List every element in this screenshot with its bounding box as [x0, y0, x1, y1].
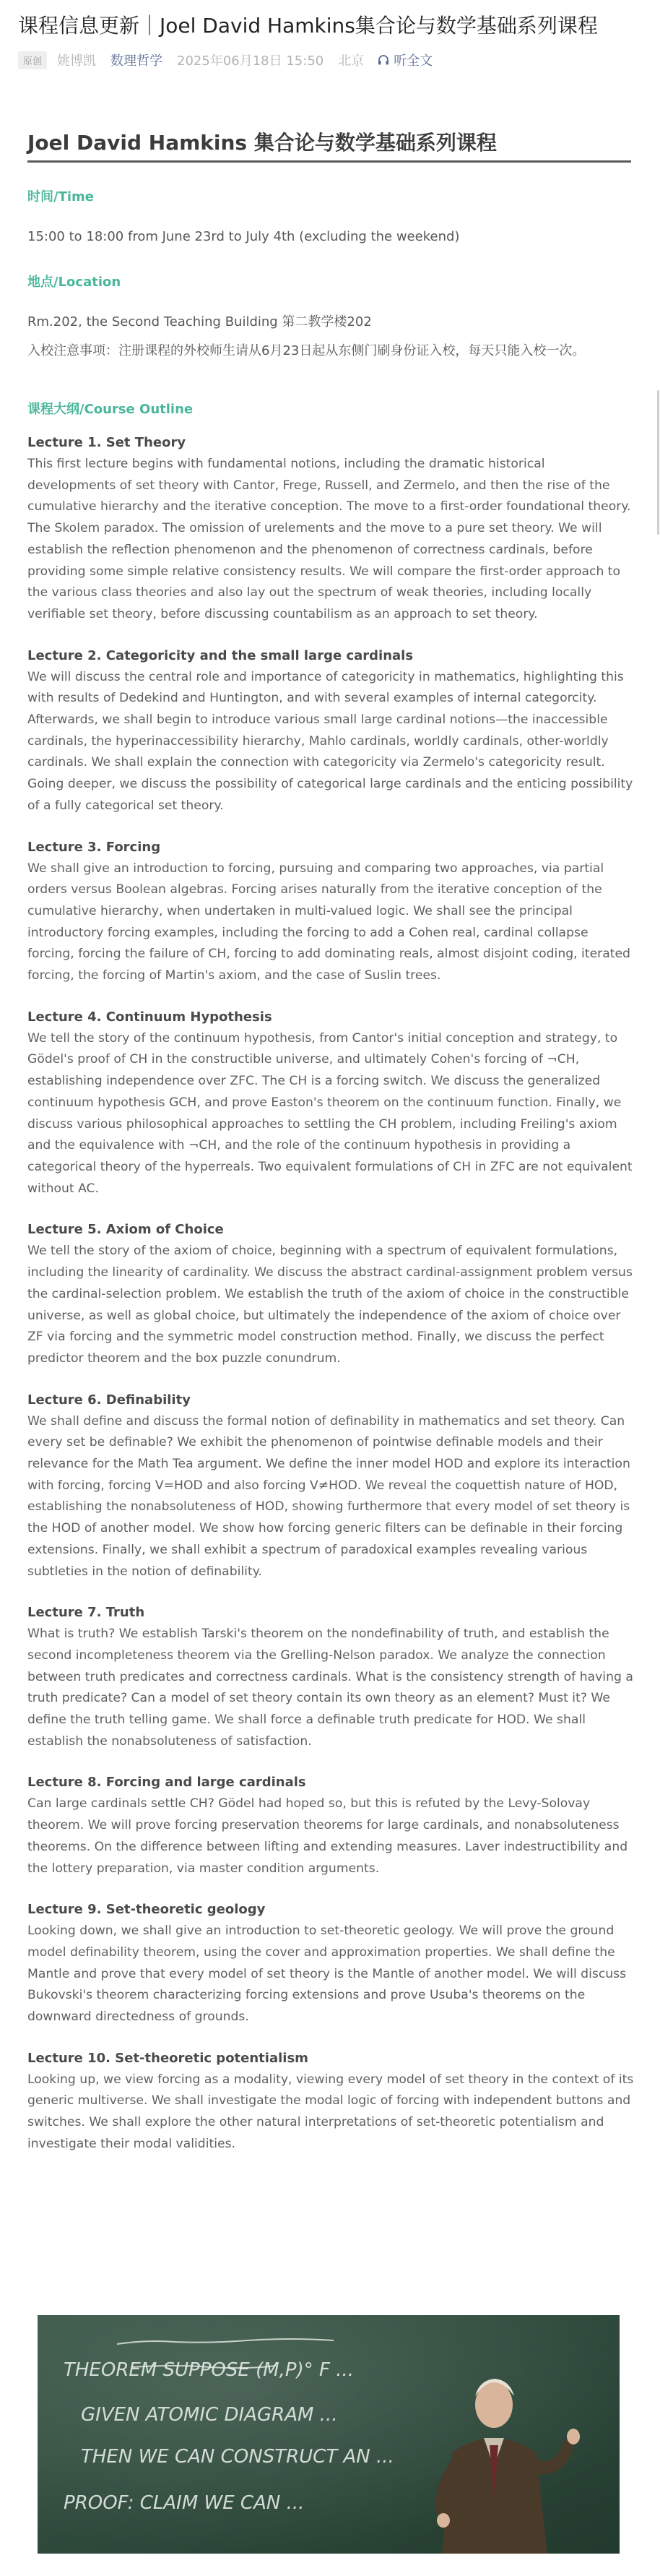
account-link[interactable]: 数理哲学: [110, 53, 163, 69]
time-value: 15:00 to 18:00 from June 23rd to July 4th (excluding the weekend): [27, 229, 460, 244]
lecture-item: [27, 432, 635, 626]
lecture-description: We tell the story of the axiom of choice, beginning with a spectrum of equivalent formulations, including the linearity of cardinality. We discuss the abstract cardinal-assignment problem versus the cardinal-selection problem. We establish the truth of the axiom of choice in the constructible universe, as well as global choice, but ultimately the independence of the axiom of choice over ZF via forcing and the symmetric model construction method. Finally, we discuss the perfect predictor theorem and the box puzzle conundrum.: [27, 1244, 633, 1366]
lecture-item: [27, 1602, 635, 1752]
lecture-description: Looking down, we shall give an introduction to set-theoretic geology. We will prove the ground model definability theorem, using the cover and approximation properties. We shall define the Mantle and prove that every model of set theory is the Mantle of another model. We will discuss Bukovski's theorem characterizing forcing extensions and prove Usuba's theorems on the downward directedness of grounds.: [27, 1924, 627, 2025]
original-badge: 原创: [18, 51, 47, 69]
board-line-2: GIVEN ATOMIC DIAGRAM ...: [81, 2404, 338, 2426]
page-scrollbar[interactable]: [657, 390, 659, 535]
listen-label: 听全文: [394, 53, 433, 69]
lecture-title: Lecture 3. Forcing: [27, 839, 161, 855]
author-name: 姚博凯: [57, 53, 97, 69]
lecture-description: We shall define and discuss the formal notion of definability in mathematics and set theory. Can every set be definable? We exhibit the phenomenon of pointwise definable models and their relevance for the Math Tea argument. We define the inner model HOD and explore its interaction with forcing, forcing V=HOD and also forcing V≠HOD. We reveal the coquettish nature of HOD, establishing the nonabsoluteness of HOD, showing furthermore that every model of set theory is the HOD of another model. We show how forcing generic filters can be definable in their forcing extensions. Finally, we shall exhibit a spectrum of paradoxical examples revealing various subtleties in the notion of definability.: [27, 1413, 630, 1579]
board-line-1: THEOREM SUPPOSE (M,P)° F ...: [64, 2359, 355, 2381]
article-meta: [18, 49, 433, 71]
lecture-item: [27, 1899, 635, 2028]
outline-label: 课程大纲/Course Outline: [27, 402, 194, 417]
board-line-4: PROOF: CLAIM WE CAN ...: [64, 2492, 305, 2514]
publish-location: 北京: [338, 53, 365, 69]
board-line-3: THEN WE CAN CONSTRUCT AN ...: [81, 2446, 394, 2468]
article-title: 课程信息更新｜Joel David Hamkins集合论与数学基础系列课程: [18, 14, 598, 38]
chalkboard-image: [38, 2315, 620, 2554]
lecture-photo: [38, 2315, 620, 2554]
course-title: Joel David Hamkins 集合论与数学基础系列课程: [27, 129, 631, 163]
lecture-description: Can large cardinals settle CH? Gödel had hoped so, but this is refuted by the Levy-Solovay theorem. We will prove forcing preservation theorems for large cardinals, and nonabsoluteness theorems. On the difference between lifting and extending measures. Laver indestructibility and the lottery preparation, via master condition arguments.: [27, 1796, 628, 1876]
publish-date: 2025年06月18日 15:50: [177, 53, 324, 69]
lecture-item: [27, 2048, 635, 2155]
lecture-title: Lecture 2. Categoricity and the small large cardinals: [27, 647, 414, 663]
lecture-description: We shall give an introduction to forcing, pursuing and comparing two approaches, via partial orders versus Boolean algebras. Forcing arises naturally from the iterative conception of the cumulative hierarchy, when undertaken in multi-valued logic. We shall see the principal introductory forcing examples, including the forcing to add a Cohen real, cardinal collapse forcing, forcing the failure of CH, forcing to add dominating reals, almost disjoint coding, iterated forcing, the forcing of Martin's axiom, and the case of Suslin trees.: [27, 861, 630, 983]
listen-button[interactable]: [377, 51, 433, 69]
lecture-item: [27, 1772, 635, 1879]
lecture-title: Lecture 4. Continuum Hypothesis: [27, 1009, 272, 1025]
lecture-list: [27, 432, 635, 2175]
lecture-title: Lecture 5. Axiom of Choice: [27, 1222, 224, 1238]
lecture-description: What is truth? We establish Tarski's theorem on the nondefinability of truth, and establish the second incompleteness theorem via the Grelling-Nelson paradox. We analyze the connection between truth predicates and correctness cardinals. What is the consistency strength of having a truth predicate? Can a model of set theory contain its own theory as an element? Must it? We define the truth telling game. We shall force a definable truth predicate for HOD. We shall establish the nonabsoluteness of satisfaction.: [27, 1627, 633, 1749]
lecture-title: Lecture 9. Set-theoretic geology: [27, 1902, 266, 1918]
entry-notice: 入校注意事项：注册课程的外校师生请从6月23日起从东侧门刷身份证入校，每天只能入校一次。: [27, 343, 586, 358]
lecture-description: We tell the story of the continuum hypothesis, from Cantor's initial conception and strategy, to Gödel's proof of CH in the constructible universe, and ultimately Cohen's forcing of ¬CH, establishing independence over ZFC. The CH is a forcing switch. We discuss the generalized continuum hypothesis GCH, and prove Easton's theorem on the continuum function. Finally, we discuss various philosophical approaches to settling the CH problem, including Freiling's axiom and the equivalence with ¬CH, and the role of the continuum hypothesis in providing a categorical theory of the hyperreals. Two equivalent formulations of CH in ZFC are not equivalent without AC.: [27, 1030, 633, 1196]
headphones-icon: [377, 53, 390, 66]
lecture-item: [27, 1219, 635, 1369]
lecture-item: [27, 837, 635, 987]
location-value: Rm.202, the Second Teaching Building 第二教学楼202: [27, 314, 372, 329]
lecture-item: [27, 1390, 635, 1583]
lecture-title: Lecture 6. Definability: [27, 1392, 191, 1408]
lecture-description: This first lecture begins with fundamental notions, including the dramatic historical developments of set theory with Cantor, Frege, Russell, and Zermelo, and then the rise of the cumulative hierarchy and the iterative conception. The move to a first-order foundational theory. The Skolem paradox. The omission of urelements and the move to a pure set theory. We will establish the reflection phenomenon and the phenomenon of correctness cardinals, before providing some simple relative consistency results. We will compare the first-order approach to the various class theories and also lay out the spectrum of weak theories, including locally verifiable set theory, before discussing countabilism as an approach to set theory.: [27, 457, 631, 621]
lecture-description: Looking up, we view forcing as a modality, viewing every model of set theory in the context of its generic multiverse. We shall investigate the modal logic of forcing with independent buttons and switches. We shall explore the other natural interpretations of set-theoretic potentialism and investigate their modal validities.: [27, 2072, 634, 2151]
time-label: 时间/Time: [27, 189, 94, 204]
lecture-title: Lecture 8. Forcing and large cardinals: [27, 1775, 306, 1791]
lecture-title: Lecture 1. Set Theory: [27, 435, 186, 450]
lecture-title: Lecture 7. Truth: [27, 1605, 145, 1621]
lecture-title: Lecture 10. Set-theoretic potentialism: [27, 2050, 308, 2066]
lecture-item: [27, 1007, 635, 1200]
lecture-description: We will discuss the central role and importance of categoricity in mathematics, highlighting this with results of Dedekind and Huntington, and with several examples of internal categorcity. Afterwards, we shall begin to introduce various small large cardinal notions—the inaccessible cardinals, the hyperinaccessibility hierarchy, Mahlo cardinals, worldly cardinals, other-worldly cardinals. We shall explain the connection with categoricity via Zermelo's categoricity result. Going deeper, we discuss the possibility of categorical large cardinals and the enticing possibility of a fully categorical set theory.: [27, 669, 633, 813]
lecture-item: [27, 645, 635, 817]
location-label: 地点/Location: [27, 275, 121, 290]
